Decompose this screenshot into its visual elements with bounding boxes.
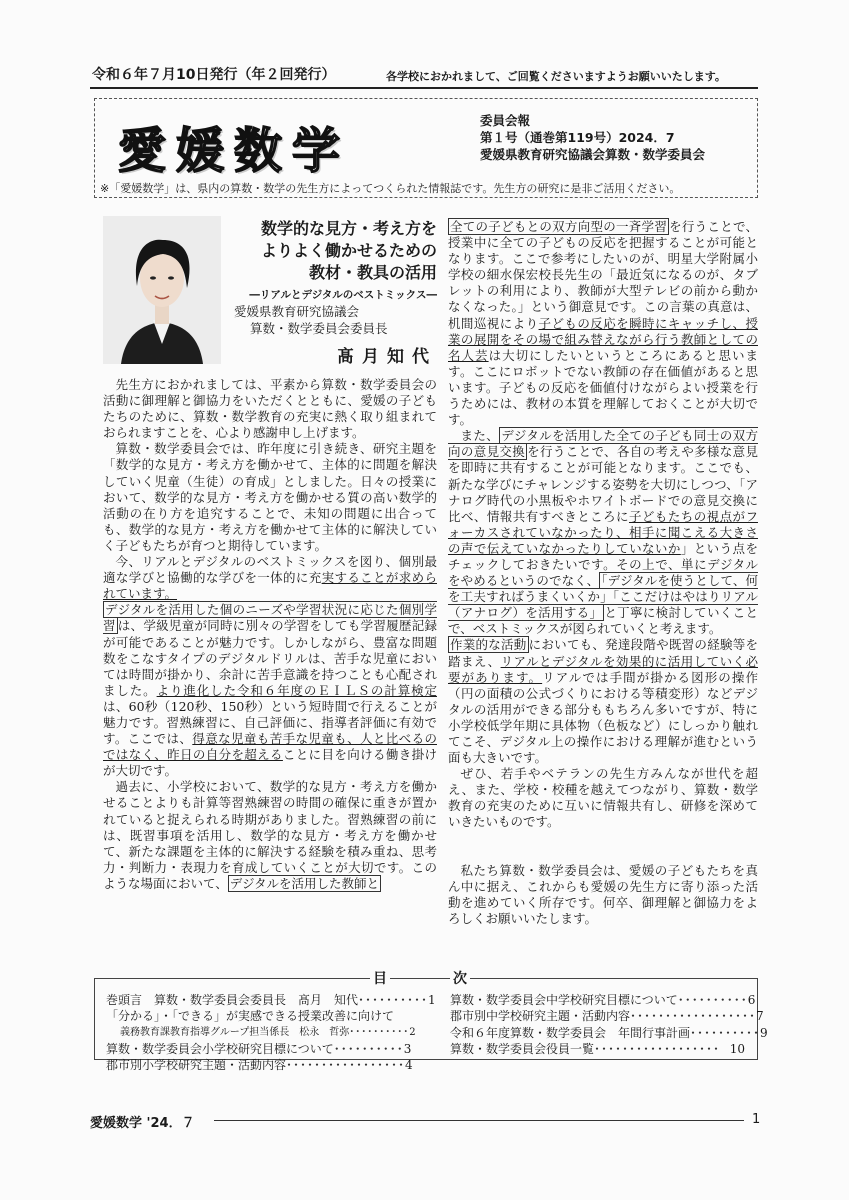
- issue-info: [480, 112, 705, 163]
- publisher: 愛媛県教育研究協議会算数・数学委員会: [480, 147, 706, 162]
- toc-item[interactable]: 「分かる」・「できる」が実感できる授業改善に向けて: [106, 1009, 395, 1024]
- toc-heading-right: 次: [450, 968, 470, 988]
- issue-date: 令和６年７月10日発行（年２回発行）: [92, 67, 336, 83]
- article-left-column: [103, 377, 437, 892]
- footer-rule: [214, 1120, 744, 1121]
- bulletin-label: 委員会報: [480, 113, 531, 128]
- footer-title: 愛媛数学 '24．７: [90, 1116, 195, 1131]
- toc-item[interactable]: 郡市別小学校研究主題・活動内容 ･････････････････ 4: [106, 1058, 413, 1073]
- masthead-note: ※「愛媛数学」は、県内の算数・数学の先生方によってつくられた情報誌です。先生方の研究に是非ご活用ください。: [100, 182, 681, 195]
- article-title: 数学的な見方・考え方を よりよく働かせるための 教材・教具の活用: [260, 219, 437, 282]
- author-name: 髙月知代: [337, 347, 437, 367]
- author-affiliation: 愛媛県教育研究協議会 算数・数学委員会委員長: [234, 304, 388, 336]
- toc-item[interactable]: 算数・数学委員会中学校研究目標について ･･････････ 6: [450, 993, 756, 1007]
- paragraph: 今、リアルとデジタルのベストミックスを図り、個別最適な学びと協働的な学びを一体的に充実することが求められています。: [103, 554, 437, 602]
- paragraph: デジタルを活用した個のニーズや学習状況に応じた個別学習 は、学級児童が同時に別々の学習をしても学習履歴記録が可能であることが魅力です。しかしながら、豊富な問題数をこなすタイプのデジタルドリルは、苦手な児童においては時間が掛かり、余計に苦手意識を持つことも心配されました。より進化した令和６年度のＥＩＬＳの計算検定は、60秒（120秒、150秒）という短時間で行えることが魅力です。習熟練習に、自己評価に、指導者評価に有効です。ここでは、得意な児童も苦手な児童も、人と比べるのではなく、昨日の自分を超えることに目を向ける働き掛けが大切です。: [103, 602, 437, 779]
- toc-heading-left: 目: [370, 968, 390, 988]
- toc-item[interactable]: 算数・数学委員会役員一覧 ･･････････････････ 10: [450, 1041, 745, 1056]
- toc-item[interactable]: 算数・数学委員会小学校研究目標について ･･････････ 3: [106, 1041, 412, 1056]
- toc-item[interactable]: 郡市別中学校研究主題・活動内容 ･･････････････････ 7: [450, 1009, 764, 1024]
- circulation-request: 各学校におかれまして、ご回覧くださいますようお願いいたします。: [386, 70, 726, 83]
- toc-item-subtitle: 義務教育課教育指導グループ担当係長 松永 哲弥 ･･････････ 2: [120, 1026, 416, 1038]
- issue-number: 第１号（通巻第119号）2024．7: [480, 130, 675, 145]
- header-rule: [90, 87, 758, 89]
- paragraph: 算数・数学委員会では、昨年度に引き続き、研究主題を「数学的な見方・考え方を働かせて、主体的に問題を解決していく児童（生徒）の育成」としました。日々の授業において、数学的な見方・考え方を働かせる質の高い数学的活動の在り方を追究することで、未知の問題に出合っても、数学的な見方・考え方を働かせて主体的に解決していく子どもたちが育つと期待しています。: [103, 441, 437, 553]
- toc-right: [450, 992, 768, 1057]
- paragraph: 全ての子どもとの双方向型の一斉学習 を行うことで、授業中に全ての子どもの反応を把握することが可能となります。ここで参考にしたいのが、明星大学附属小学校の細水保宏校長先生の「最近気になるのが、タブレットの利用により、教師が大型テレビの前から動かなくなった。」という御意見です。この言葉の真意は、机間巡視により子どもの反応を瞬時にキャッチし、授業の展開をその場で組み替えながら行う教師としての名人芸は大切にしたいというところにあると思います。ここにロボットでない教師の存在価値があると思います。子どもの反応を価値付けながらよい授業を行うためには、教材の本質を理解しておくことが大切です。: [448, 219, 758, 428]
- paragraph: 過去に、小学校において、数学的な見方・考え方を働かせることよりも計算等習熟練習の時間の確保に重きが置かれていると捉えられる時期がありました。習熟練習の前には、既習事項を活用し、数学的な見方・考え方を働かせて、新たな課題を主体的に解決する経験を積み重ね、思考力・判断力・表現力を育成していくことが大切です。このような場面において、 デジタルを活用した教師と: [103, 779, 437, 891]
- masthead-logo: 愛媛数学: [118, 123, 351, 179]
- toc-item[interactable]: 巻頭言 算数・数学委員会委員長 髙月 知代 ･･････････ 1: [106, 993, 436, 1007]
- article-right-column: [448, 219, 758, 927]
- paragraph: ぜひ、若手やベテランの先生方みんなが世代を超え、また、学校・校種を越えてつながり、算数・数学教育の充実のために互いに情報共有し、研修を深めていきたいものです。: [448, 766, 758, 830]
- page-number: 1: [752, 1112, 761, 1127]
- paragraph: 作業的な活動 においても、発達段階や既習の経験等を踏まえ、リアルとデジタルを効果的に活用していく必要があります。リアルでは手間が掛かる図形の操作（円の面積の公式づくりにおける等積変形）などデジタルの活用ができる部分ももちろん多いですが、特に小学校低学年期に具体物（色板など）にしっかり触れてこそ、デジタル上の操作における理解が進むという面も大きいです。: [448, 637, 758, 766]
- toc-item[interactable]: 令和６年度算数・数学委員会 年間行事計画 ･･････････ 9: [450, 1025, 768, 1040]
- paragraph: 先生方におかれましては、平素から算数・数学委員会の活動に御理解と御協力をいただくとともに、愛媛の子どもたちのために、算数・数学教育の充実に熱く取り組まれておられますことを、心より感謝申し上げます。: [103, 377, 437, 441]
- portrait-image: [103, 216, 221, 364]
- author-photo: [103, 216, 221, 364]
- paragraph: また、 デジタルを活用した全ての子ども同士の双方向の意見交換 を行うことで、各自の考えや多様な意見を即時に共有することが可能となります。ここでも、新たな学びにチャレンジする姿勢を大切にしつつ、「アナログ時代の小黒板やホワイトボードでの意見交換に比べ、情報共有すべきところに子どもたちの視点がフォーカスされていなかったり、相手に聞こえる大きさの声で伝えていなかったりしていないか」という点をチェックしておきたいです。その上で、単にデジタルをやめるというのでなく、 「デジタルを使うとして、何を工夫すればうまくいくか」「ここだけはやはりリアル（アナログ）を活用する」 と丁寧に検討していくことで、ベストミックスが図られていくと考えます。: [448, 428, 758, 637]
- article-subtitle: ―リアルとデジタルのベストミックス―: [249, 289, 437, 301]
- toc-left: [106, 992, 436, 1073]
- paragraph: 私たち算数・数学委員会は、愛媛の子どもたちを真ん中に据え、これからも愛媛の先生方に寄り添った活動を進めていく所存です。何卒、御理解と御協力をよろしくお願いいたします。: [448, 862, 758, 926]
